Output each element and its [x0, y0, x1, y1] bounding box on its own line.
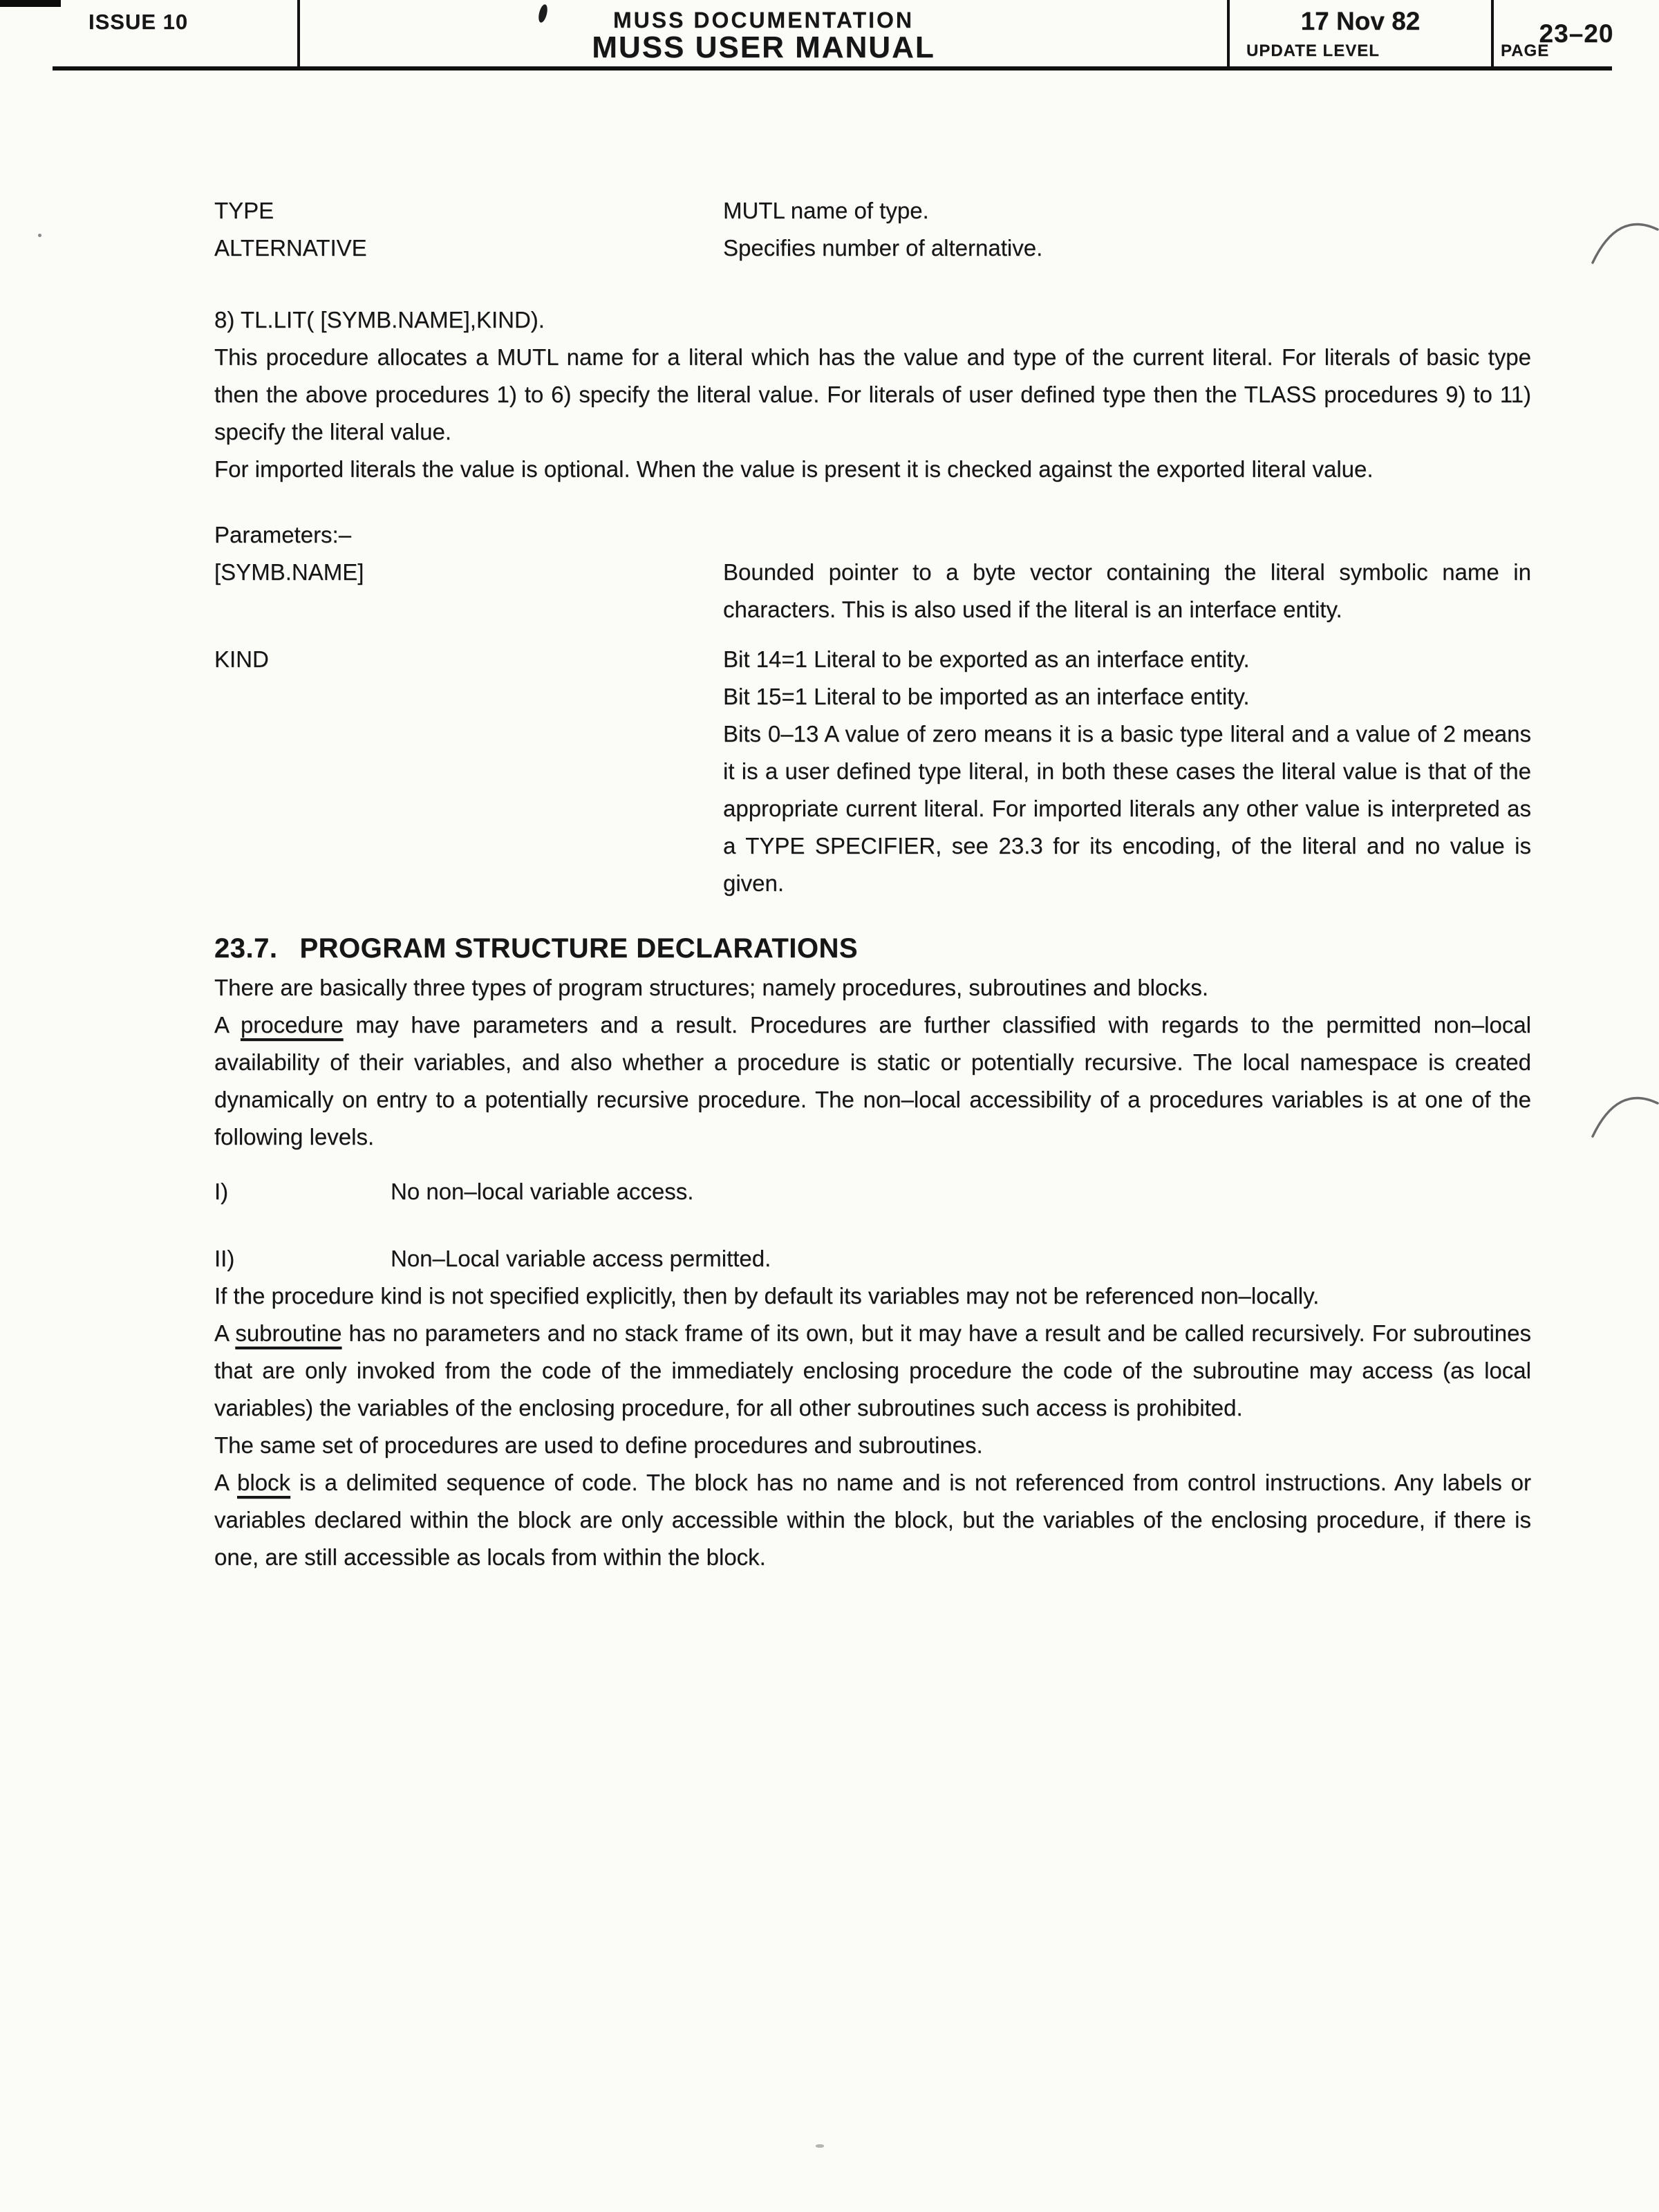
- list-item-text: No non–local variable access.: [391, 1179, 694, 1204]
- paragraph-block: [214, 1464, 1531, 1576]
- definition-desc: MUTL name of type.: [723, 198, 929, 223]
- paragraph-rest: has no parameters and no stack frame of its own, but it may have a result and be called recursively. For subroutines that are only invoked from the code of the immediately enclosing procedure the code of the subroutine may access (as local variables) the variables of the enclosing procedure, for all other subroutines such access is prohibited.: [214, 1320, 1531, 1421]
- paragraph-rest: is a delimited sequence of code. The block has no name and is not referenced from control instructions. Any labels or variables declared within the block are only accessible within the block, but the variables of the enclosing procedure, if there is one, are still accessible as locals from within the block.: [214, 1470, 1531, 1570]
- document-title-block: [300, 0, 1227, 64]
- paragraph-default: If the procedure kind is not specified explicitly, then by default its variables may not be referenced non–locally.: [214, 1283, 1320, 1309]
- underlined-term: subroutine: [235, 1320, 342, 1346]
- parameter-desc-text: Bit 14=1 Literal to be exported as an interface entity.: [723, 646, 1250, 672]
- definition-row: [214, 192, 1531, 229]
- paragraph-tl-lit-1: This procedure allocates a MUTL name for a literal which has the value and type of the current literal. For literals of basic type then the above procedures 1) to 6) specify the literal value. For literals of user defined type then the TLASS procedures 9) to 11) specify the literal value.: [214, 344, 1531, 444]
- paragraph-tl-lit-2: For imported literals the value is optional. When the value is present it is checked against the exported literal value.: [214, 456, 1374, 482]
- definition-term: ALTERNATIVE: [214, 235, 367, 261]
- paragraph-rest: may have parameters and a result. Procedures are further classified with regards to the permitted non–local availability of their variables, and also whether a procedure is static or potentially recursive. The local namespace is created dynamically on entry to a potentially recursive procedure. The non–local accessibility of a procedures variables is at one of the following levels.: [214, 1012, 1532, 1150]
- page-number-cell: [1494, 0, 1659, 66]
- list-item-number: II): [214, 1246, 235, 1271]
- paragraph-procedure: [214, 1006, 1531, 1156]
- parameter-desc: [723, 641, 1531, 902]
- page-header: [0, 0, 1659, 70]
- parameter-row: [214, 554, 1531, 628]
- underlined-term: block: [237, 1470, 291, 1495]
- list-item: [214, 1240, 1531, 1277]
- underlined-term: procedure: [240, 1012, 344, 1038]
- list-item-number: I): [214, 1179, 229, 1204]
- parameter-desc-text: Bit 15=1 Literal to be imported as an interface entity.: [723, 684, 1250, 709]
- paragraph-prefix: A: [214, 1470, 238, 1495]
- header-rule: [53, 66, 1612, 71]
- update-level-label: UPDATE LEVEL: [1246, 41, 1380, 60]
- update-level-cell: [1230, 0, 1491, 66]
- parameter-desc: [723, 554, 1531, 628]
- list-item: [214, 1173, 1531, 1210]
- definition-row: [214, 229, 1531, 267]
- update-date: 17 Nov 82: [1300, 7, 1421, 35]
- list-item-text: Non–Local variable access permitted.: [391, 1246, 771, 1271]
- parameters-label: Parameters:–: [214, 522, 352, 547]
- scan-artifact-dot: [38, 234, 41, 237]
- document-title-line1: MUSS DOCUMENTATION: [612, 8, 914, 32]
- parameter-desc-text: Bounded pointer to a byte vector containing the literal symbolic name in characters. This is also used if the literal is an interface entity.: [723, 559, 1531, 622]
- definition-desc: Specifies number of alternative.: [723, 235, 1043, 261]
- scan-artifact-curl: [1591, 209, 1659, 271]
- section-title: PROGRAM STRUCTURE DECLARATIONS: [299, 933, 859, 964]
- procedure-title: 8) TL.LIT( [SYMB.NAME],KIND).: [214, 307, 545, 332]
- page-label: PAGE: [1501, 41, 1550, 60]
- scan-artifact-curl: [1591, 1082, 1659, 1145]
- section-heading: [214, 928, 1531, 969]
- levels-list: [214, 1173, 1531, 1277]
- section-number: 23.7.: [214, 933, 278, 964]
- parameter-term: [SYMB.NAME]: [214, 559, 364, 585]
- definition-term: TYPE: [214, 198, 274, 223]
- page-number: 23–20: [1539, 19, 1614, 48]
- scan-artifact-dot: [816, 2144, 824, 2148]
- parameter-row: [214, 641, 1531, 902]
- parameter-term: KIND: [214, 646, 269, 672]
- paragraph-prefix: A: [214, 1320, 236, 1346]
- paragraph-subroutine: [214, 1315, 1531, 1427]
- parameter-desc-text: Bits 0–13 A value of zero means it is a basic type literal and a value of 2 means it is a user defined type literal, in both these cases the literal value is that of the appropriate current literal. For imported literals any other value is interpreted as a TYPE SPECIFIER, see 23.3 for its encoding, of the literal and no value is given.: [723, 721, 1531, 896]
- document-title-line2: MUSS USER MANUAL: [592, 30, 935, 64]
- paragraph-same-set: The same set of procedures are used to define procedures and subroutines.: [214, 1432, 983, 1458]
- paragraph-intro: There are basically three types of program structures; namely procedures, subroutines and blocks.: [214, 975, 1209, 1000]
- issue-label: ISSUE 10: [88, 10, 189, 34]
- scan-artifact-corner: [0, 0, 61, 7]
- paragraph-prefix: A: [214, 1012, 241, 1038]
